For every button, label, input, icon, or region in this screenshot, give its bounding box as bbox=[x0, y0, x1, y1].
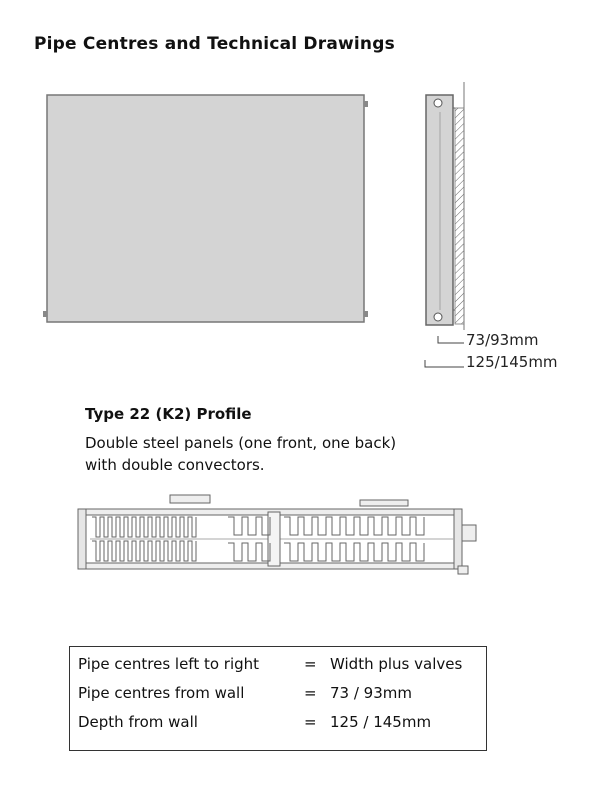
pipe-centres-dimension: 73/93mm bbox=[466, 331, 539, 349]
profile-title: Type 22 (K2) Profile bbox=[85, 405, 252, 423]
profile-desc-line-1: Double steel panels (one front, one back) bbox=[85, 434, 397, 452]
depth-dimension: 125/145mm bbox=[466, 353, 558, 371]
spec-row bbox=[78, 713, 478, 735]
radiator-side-view bbox=[426, 82, 464, 330]
spec-value: 73 / 93mm bbox=[330, 684, 412, 702]
spec-equals: = bbox=[304, 655, 317, 673]
spec-row bbox=[78, 655, 478, 677]
specification-table bbox=[69, 646, 487, 751]
spec-row bbox=[78, 684, 478, 706]
spec-equals: = bbox=[304, 684, 317, 702]
profile-desc-line-2: with double convectors. bbox=[85, 456, 265, 474]
spec-label: Pipe centres from wall bbox=[78, 684, 245, 702]
page-title: Pipe Centres and Technical Drawings bbox=[34, 34, 395, 54]
spec-value: 125 / 145mm bbox=[330, 713, 432, 731]
spec-label: Depth from wall bbox=[78, 713, 198, 731]
spec-value: Width plus valves bbox=[330, 655, 463, 673]
spec-label: Pipe centres left to right bbox=[78, 655, 260, 673]
spec-equals: = bbox=[304, 713, 317, 731]
dimension-markers bbox=[425, 336, 464, 367]
profile-cross-section bbox=[78, 495, 476, 574]
profile-description bbox=[85, 432, 505, 476]
radiator-front-view bbox=[43, 95, 368, 322]
